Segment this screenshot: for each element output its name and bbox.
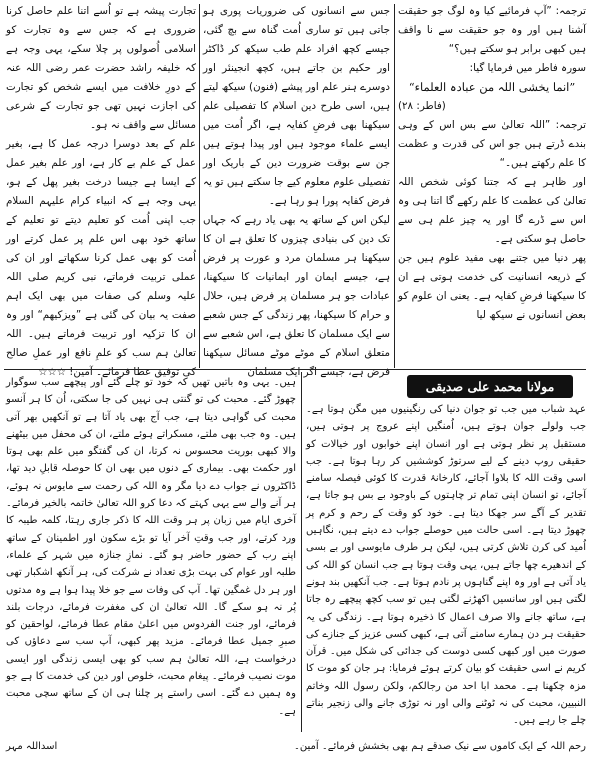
section-divider — [4, 369, 586, 370]
closing-line — [6, 738, 586, 756]
bottom-article-right-column: عہد شباب میں جب تو جوان دنیا کی رنگینیوں میں مگن ہوتا ہے۔ جب ولولے جوان ہوتے ہیں، اُمنگیں اپنے عروج پر ہوتی ہیں، مستقبل پر نظر ہوتی ہے اور انسان اپنے خوابوں اور خیالات کو حقیقی روپ دینے کے لیے سرتوڑ کوششیں کر رہا ہوتا ہے۔ جب اسی وقت اللہ کا بلاوا آجائے، کارخانۂ قدرت کا کوئی فیصلہ سامنے آجائے، تو انسان اپنی تمام تر چاہتوں کے باوجود بے بس ہو جاتا ہے، تقدیر کے آگے سر جھکا دیتا ہے۔ خود کو وقت کے رحم و کرم پر چھوڑ دیتا ہے۔ اسی حالت میں حوصلے جواب دے دیتے ہیں، نگاہیں اُمید کی کرن تلاش کرتی ہیں، لیکن ہر طرف مایوسی اور بے بسی کے اندھیرے چھا جاتے ہیں، یہی وقت ہوتا ہے جب انسان کو اللہ کی یاد آتی ہے اور وہ اپنے گناہوں پر نادم ہوتا ہے۔ جب آنکھیں بند ہونے لگتی ہیں اور سانسیں اکھڑنے لگتی ہیں تو سب کچھ پیچھے رہ جاتا ہے، ساتھ جانے والا صرف اعمال کا ذخیرہ ہوتا ہے۔ زندگی کی یہ حقیقت ہر دن ہمارے سامنے آتی ہے، کبھی کسی عزیز کے جنازے کی صورت میں اور کبھی کسی دوست کی جدائی کی شکل میں۔ قرآن کریم نے اسی حقیقت کو بیان کرتے ہوئے فرمایا: ہر جان کو موت کا مزہ چکھنا ہے۔ محمد ابا احد من رجالکم، ولکن رسول اللہ وخاتم النبیین، محبت کی نہ ٹوٹنے والی اور نہ توڑی جانے والی زنجیر بناتے چلے جا رہے ہیں۔ — [306, 404, 586, 727]
body-paragraph: پھر دنیا میں جتنے بھی مفید علوم ہیں جن کے ذریعہ انسانیت کی خدمت ہوتی ہے ان کا سیکھنا فرضِ کفایہ ہے۔ یعنی ان علوم کو بعض انسانوں نے سیکھ لیا — [398, 252, 586, 321]
body-paragraph: تجارت پیشہ ہے تو اُسے اتنا علم حاصل کرنا ضروری ہے کہ جس سے وہ تجارت کو اسلامی اُصولوں پر چلا سکے، یہی وجہ ہے کہ خلیفہ راشد حضرت عمر رضی اللہ عنہ کے دورِ خلافت میں ایسے شخص کو تجارت کی اجازت نہیں تھی جو تجارت کے شرعی مسائل سے واقف نہ ہو۔ — [6, 5, 196, 131]
body-paragraph: علم کے بعد دوسرا درجہ عمل کا ہے، بغیر عمل کے علم بے کار ہے، اور علم بغیر عمل کے ایسا ہے جیسا درخت بغیر پھل کے ہو، یہی وجہ ہے کہ انبیاء کرام علیہم السلام جب اپنی اُمت کو تعلیم دیتے تو تعلیم کے ساتھ خود بھی اس علم پر عمل کرتے اور اُمت کو بھی عمل کرنا سکھاتے اور ان کی عملی تربیت فرماتے، نبی کریم صلی اللہ علیہ وسلم کی صفات میں بھی ایک اہم صفت یہ بیان کی گئی ہے ”ویزکیھم“ اور وہ ان کا تزکیہ اور تربیت فرماتے ہیں۔ اللہ تعالیٰ ہم سب کو علمِ نافع اور عملِ صالح کی توفیق عطا فرمائے۔ آمین! ☆☆☆ — [6, 138, 196, 378]
column-divider — [301, 372, 302, 732]
quran-verse: ”انما یخشی اللہ من عبادہ العلماء“ — [408, 80, 576, 94]
verse-reference: (فاطر: ۲۸) — [398, 100, 446, 112]
column-divider — [394, 4, 395, 368]
top-article-middle-column — [203, 2, 390, 378]
column-divider — [199, 4, 200, 368]
body-paragraph: اور ظاہر ہے کہ جتنا کوئی شخص اللہ تعالیٰ کی عظمت کا علم رکھے گا اتنا ہی وہ اس سے ڈرے گا اور یہ چیز علم ہی سے حاصل ہو سکتی ہے۔ — [398, 176, 586, 245]
bottom-article-left-column: ہیں۔ یہی وہ باتیں تھیں کہ خود تو چلے گئے اور پیچھے سب سوگوار چھوڑ گئے۔ محبت کی تو گنتی ہی نہیں کی جا سکتی، اُن کا ہر آنسو محبت کی گواہی دیتا ہے، جب آج بھی یاد آتا ہے تو آنکھیں بھر آتی ہیں۔ وہ جب بھی ملتے، مسکراتے ہوئے ملتے، ان کی محفل میں بیٹھنے والا کبھی بوریت محسوس نہ کرتا، ان کی گفتگو میں علم بھی ہوتا اور حکمت بھی۔ بیماری کے دنوں میں بھی ان کا حوصلہ قابلِ دید تھا، ڈاکٹروں نے جواب دے دیا مگر وہ اللہ کی رحمت سے مایوس نہ ہوئے، ہر آنے والے سے یہی کہتے کہ دعا کرو اللہ تعالیٰ خاتمہ بالخیر فرمائے۔ آخری ایام میں زبان پر ہر وقت اللہ کا ذکر جاری رہتا، کلمہ طیبہ کا ورد کرتے، اور جب وقتِ آخر آیا تو بڑے سکون اور اطمینان کے ساتھ اپنے رب کے حضور حاضر ہو گئے۔ نمازِ جنازہ میں شہر کے علماء، طلبہ اور عوام کی بہت بڑی تعداد نے شرکت کی، ہر آنکھ اشکبار تھی اور ہر دل غمگین تھا۔ آپ کی وفات سے جو خلا پیدا ہوا ہے وہ مدتوں پُر نہ ہو سکے گا۔ اللہ تعالیٰ ان کی مغفرت فرمائے، درجات بلند فرمائے، اور جنت الفردوس میں اعلیٰ مقام عطا فرمائے، لواحقین کو صبرِ جمیل عطا فرمائے۔ مزید پھر کبھی، آپ سب سے دعاؤں کی درخواست ہے، اللہ تعالیٰ ہم سب کو بھی ایسی زندگی اور ایسی موت نصیب فرمائے۔ پیغام محبت، خلوص اور دین کی خدمت کا ہے جو وہ ہمیں دے گئے۔ اسی راستے پر چلنا ہی ان کے ساتھ سچی محبت ہے۔ — [6, 377, 296, 717]
body-paragraph: لیکن اس کے ساتھ یہ بھی یاد رہے کہ جہاں تک دین کی بنیادی چیزوں کا تعلق ہے ان کا سیکھنا ہر مسلمان مرد و عورت پر فرض ہے، جیسے ایمان اور ایمانیات کا سیکھنا، عبادات جو ہر مسلمان پر فرض ہیں، حلال و حرام کا سیکھنا، پھر زندگی کے جس شعبے سے ایک مسلمان کا تعلق ہے، اس شعبے سے متعلق اسلام کے موٹے موٹے مسائل سیکھنا فرض ہے، جیسے اگر ایک مسلمان — [203, 214, 390, 378]
top-article-left-column — [6, 2, 196, 378]
body-paragraph: جس سے انسانوں کی ضروریات پوری ہو جاتی ہیں تو ساری اُمت گناہ سے بچ گئی، جیسے کچھ افراد علم طب سیکھ کر ڈاکٹر اور حکیم بن جاتے ہیں، کچھ انجینئر اور دوسرے ہنر علم اور پیشے (فنون) سیکھ لیتے ہیں، اسی طرح دین اسلام کا تفصیلی علم سیکھنا بھی فرضِ کفایہ ہے، اگر اُمت میں ایسے علماء موجود ہیں اور پیدا ہوتے ہیں جن سے بوقت ضرورت دین کے باریک اور تفصیلی علوم معلوم کیے جا سکتے ہیں تو یہ فرض کفایہ پورا ہو رہا ہے۔ — [203, 5, 390, 207]
verse-translation: ترجمہ: ”اللہ تعالیٰ سے بس اس کے وہی بندے ڈرتے ہیں جو اس کی قدرت و عظمت کا علم رکھتے ہیں۔“ — [398, 119, 586, 169]
author-heading: مولانا محمد علی صدیقی — [407, 375, 573, 398]
closing-text: رحم اللہ کے ایک کاموں سے نیک صدقے ہم بھی بخشش فرمائے۔ آمین۔ — [294, 741, 586, 752]
translation-paragraph: ترجمہ: ”آپ فرمائیے کیا وہ لوگ جو حقیقت آشنا ہیں اور وہ جو حقیقت سے نا واقف ہیں کبھی برابر ہو سکتے ہیں؟“ — [398, 5, 586, 55]
author-signature: اسداللہ مہر — [6, 741, 58, 752]
surah-intro: سورہ فاطر میں فرمایا گیا: — [469, 62, 586, 74]
